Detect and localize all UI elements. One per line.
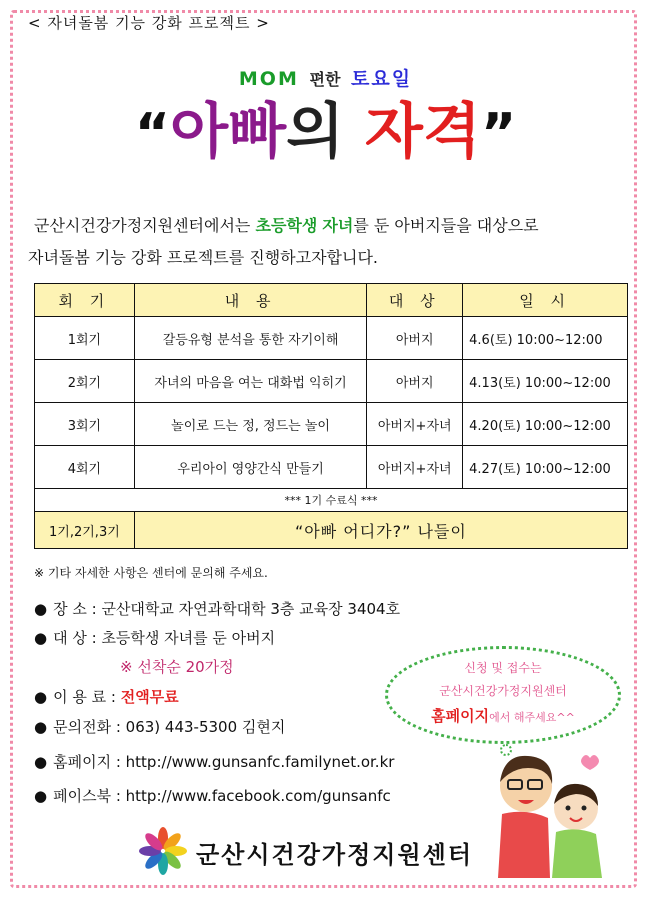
cell-datetime: 4.20(토) 10:00~12:00 bbox=[463, 403, 628, 446]
center-name: 군산시건강가정지원센터 bbox=[196, 841, 474, 869]
bubble-line2: 군산시건강가정지원센터 bbox=[439, 684, 567, 698]
etc-note: ※ 기타 자세한 사항은 센터에 문의해 주세요. bbox=[34, 566, 268, 580]
bullet-icon: ● bbox=[34, 753, 48, 771]
intro-lead: 군산시건강가정지원센터에서는 bbox=[34, 216, 251, 235]
place-label: 장 소 bbox=[53, 600, 87, 618]
project-title: < 자녀돌봄 기능 강화 프로젝트 > bbox=[28, 14, 270, 32]
cell-target: 아버지 bbox=[367, 317, 463, 360]
header-session: 회 기 bbox=[35, 284, 135, 317]
info-homepage bbox=[34, 751, 394, 772]
header-datetime: 일 시 bbox=[463, 284, 628, 317]
intro-children: 자녀 bbox=[322, 216, 354, 235]
main-title bbox=[0, 92, 651, 174]
outing-row bbox=[35, 512, 628, 549]
bullet-icon: ● bbox=[34, 718, 48, 736]
title-dad: 아빠 bbox=[170, 97, 287, 167]
cell-content: 갈등유형 분석을 통한 자기이해 bbox=[134, 317, 367, 360]
bubble-line1: 신청 및 접수는 bbox=[464, 661, 542, 675]
bullet-icon: ● bbox=[34, 629, 48, 647]
fee-value: 전액무료 bbox=[120, 688, 179, 706]
center-logo-icon bbox=[138, 826, 188, 876]
table-row bbox=[35, 360, 628, 403]
title-of: 의 bbox=[286, 97, 345, 167]
facebook-label: 페이스북 bbox=[53, 787, 112, 805]
table-header-row bbox=[35, 284, 628, 317]
intro-students: 초등학생 bbox=[255, 216, 318, 235]
cell-content: 놀이로 드는 정, 정드는 놀이 bbox=[134, 403, 367, 446]
children-illustration bbox=[478, 738, 618, 878]
table-row bbox=[35, 403, 628, 446]
cell-target: 아버지+자녀 bbox=[367, 446, 463, 489]
cell-session: 1회기 bbox=[35, 317, 135, 360]
intro-text bbox=[28, 210, 634, 274]
intro-middle: 를 둔 아버지들을 대상으로 bbox=[353, 216, 539, 235]
homepage-link[interactable]: : http://www.gunsanfc.familynet.or.kr bbox=[115, 753, 395, 771]
info-facebook bbox=[34, 785, 391, 806]
title-close-quote: ” bbox=[480, 102, 517, 165]
cell-target: 아버지 bbox=[367, 360, 463, 403]
fee-label: 이 용 료 bbox=[53, 688, 107, 706]
table-row bbox=[35, 446, 628, 489]
cell-datetime: 4.6(토) 10:00~12:00 bbox=[463, 317, 628, 360]
bullet-icon: ● bbox=[34, 688, 48, 706]
subtitle-comfortable: 편한 bbox=[309, 70, 341, 89]
table-row bbox=[35, 317, 628, 360]
completion-note: *** 1기 수료식 *** bbox=[35, 489, 628, 512]
cell-session: 2회기 bbox=[35, 360, 135, 403]
bubble-suffix: 에서 해주세요^^ bbox=[489, 711, 575, 724]
intro-line2: 자녀돌봄 기능 강화 프로젝트를 진행하고자합니다. bbox=[28, 248, 379, 267]
target-label: 대 상 bbox=[53, 629, 87, 647]
subtitle-saturday: 토요일 bbox=[351, 68, 413, 90]
cell-content: 자녀의 마음을 여는 대화법 익히기 bbox=[134, 360, 367, 403]
facebook-link[interactable]: : http://www.facebook.com/gunsanfc bbox=[115, 787, 391, 805]
homepage-label: 홈페이지 bbox=[53, 753, 112, 771]
completion-row bbox=[35, 489, 628, 512]
bubble-line3 bbox=[388, 705, 618, 726]
info-contact bbox=[34, 716, 285, 737]
cell-target: 아버지+자녀 bbox=[367, 403, 463, 446]
outing-sessions: 1기,2기,3기 bbox=[35, 512, 135, 549]
subtitle bbox=[0, 64, 651, 91]
bullet-icon: ● bbox=[34, 787, 48, 805]
cell-session: 3회기 bbox=[35, 403, 135, 446]
bubble-homepage: 홈페이지 bbox=[431, 707, 490, 725]
subtitle-mom: MOM bbox=[238, 68, 299, 90]
cell-session: 4회기 bbox=[35, 446, 135, 489]
place-value: : 군산대학교 자연과학대학 3층 교육장 3404호 bbox=[91, 600, 401, 618]
contact-value: : 063) 443-5300 김현지 bbox=[115, 718, 286, 736]
bullet-icon: ● bbox=[34, 600, 48, 618]
cell-content: 우리아이 영양간식 만들기 bbox=[134, 446, 367, 489]
speech-bubble bbox=[385, 646, 621, 744]
target-value: : 초등학생 자녀를 둔 아버지 bbox=[91, 629, 276, 647]
title-open-quote: “ bbox=[134, 102, 171, 165]
cell-datetime: 4.27(토) 10:00~12:00 bbox=[463, 446, 628, 489]
outing-label: “아빠 어디가?” 나들이 bbox=[134, 512, 627, 549]
title-qualification: 자격 bbox=[364, 97, 481, 167]
contact-label: 문의전화 bbox=[53, 718, 112, 736]
info-place bbox=[34, 598, 400, 619]
cell-datetime: 4.13(토) 10:00~12:00 bbox=[463, 360, 628, 403]
header-target: 대 상 bbox=[367, 284, 463, 317]
info-fee: ● 이 용 료 : 전액무료 bbox=[34, 688, 179, 706]
target-note: ※ 선착순 20가정 bbox=[120, 658, 234, 676]
info-target bbox=[34, 627, 275, 648]
schedule-table bbox=[34, 283, 628, 549]
info-target-note bbox=[120, 656, 234, 677]
header-content: 내 용 bbox=[134, 284, 367, 317]
